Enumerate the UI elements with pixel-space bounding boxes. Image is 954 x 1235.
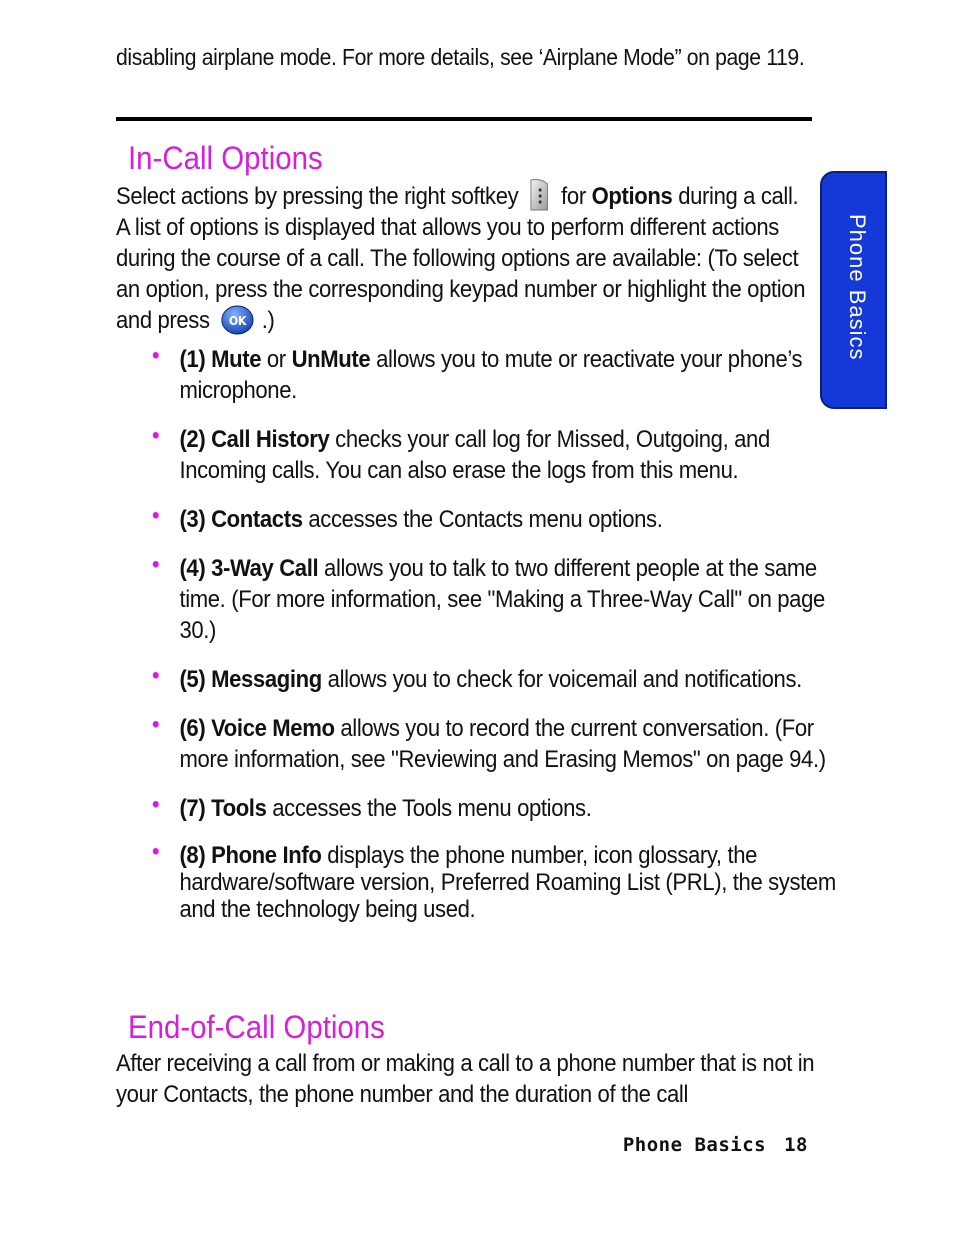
in-call-para-part2: during a call. A list of options is displayed that allows you to perform different actions during the course of a call. The following options are available: (To select an option, press the corresponding keypad number or highlight the option and press xyxy=(116,183,806,334)
bullet-icon: • xyxy=(151,422,160,449)
option-label: (7) Tools xyxy=(179,795,267,822)
option-label: (5) Messaging xyxy=(179,666,322,693)
list-item xyxy=(150,344,858,406)
list-item xyxy=(150,664,858,695)
right-softkey-icon xyxy=(528,178,550,212)
page-footer xyxy=(623,1134,808,1156)
bullet-icon: • xyxy=(151,342,160,369)
ok-key-icon xyxy=(221,305,254,335)
option-description: accesses the Contacts menu options. xyxy=(302,506,663,533)
option-label: (3) Contacts xyxy=(179,506,303,533)
option-label: (1) Mute xyxy=(179,346,262,373)
option-description: allows you to check for voicemail and notifications. xyxy=(321,666,802,693)
bullet-icon: • xyxy=(151,662,160,689)
in-call-options-heading: In-Call Options xyxy=(128,140,323,176)
option-description: allows you to record the current conversation. (For more information, see "Reviewing and Erasing Memos" on page 94.) xyxy=(179,715,826,773)
bullet-icon: • xyxy=(151,711,160,738)
option-label: (6) Voice Memo xyxy=(179,715,335,742)
ok-key-label: OK xyxy=(228,313,247,329)
bullet-icon: • xyxy=(151,551,160,578)
option-label: (8) Phone Info xyxy=(179,842,322,869)
option-description: allows you to mute or reactivate your phone’s microphone. xyxy=(179,346,803,404)
in-call-para-end: .) xyxy=(261,307,275,334)
list-item xyxy=(150,504,858,535)
list-item xyxy=(150,793,858,824)
intro-paragraph: disabling airplane mode. For more details, see ‘Airplane Mode” on page 119. xyxy=(116,44,805,70)
option-description: checks your call log for Missed, Outgoing, and Incoming calls. You can also erase the logs from this menu. xyxy=(179,426,770,484)
bullet-icon: • xyxy=(151,838,160,865)
bullet-icon: • xyxy=(151,502,160,529)
in-call-options-list xyxy=(150,344,858,941)
list-item xyxy=(150,838,858,923)
option-description: displays the phone number, icon glossary, the hardware/software version, Preferred Roaming List (PRL), the system and the technology being used. xyxy=(179,842,836,923)
footer-section-title: Phone Basics xyxy=(622,1134,767,1156)
option-description: allows you to talk to two different people at the same time. (For more information, see "Making a Three-Way Call" on page 30.) xyxy=(179,555,825,644)
in-call-intro-paragraph xyxy=(116,178,815,336)
option-label-alt: UnMute xyxy=(291,346,371,373)
list-item xyxy=(150,553,858,646)
end-of-call-paragraph: After receiving a call from or making a call to a phone number that is not in your Contacts, the phone number and the duration of the call xyxy=(116,1050,815,1108)
options-label: Options xyxy=(591,183,673,210)
section-tab-label: Phone Basics xyxy=(845,214,870,361)
list-item xyxy=(150,424,858,486)
end-of-call-options-heading: End-of-Call Options xyxy=(128,1009,385,1045)
list-item xyxy=(150,713,858,775)
page-number: 18 xyxy=(784,1134,808,1156)
option-label: (4) 3-Way Call xyxy=(179,555,319,582)
bullet-icon: • xyxy=(151,791,160,818)
option-description: accesses the Tools menu options. xyxy=(266,795,592,822)
in-call-para-part1: Select actions by pressing the right softkey xyxy=(116,183,519,210)
in-call-para-for: for xyxy=(561,183,586,210)
option-label: (2) Call History xyxy=(179,426,330,453)
option-connector: or xyxy=(261,346,292,373)
section-divider xyxy=(116,117,812,121)
